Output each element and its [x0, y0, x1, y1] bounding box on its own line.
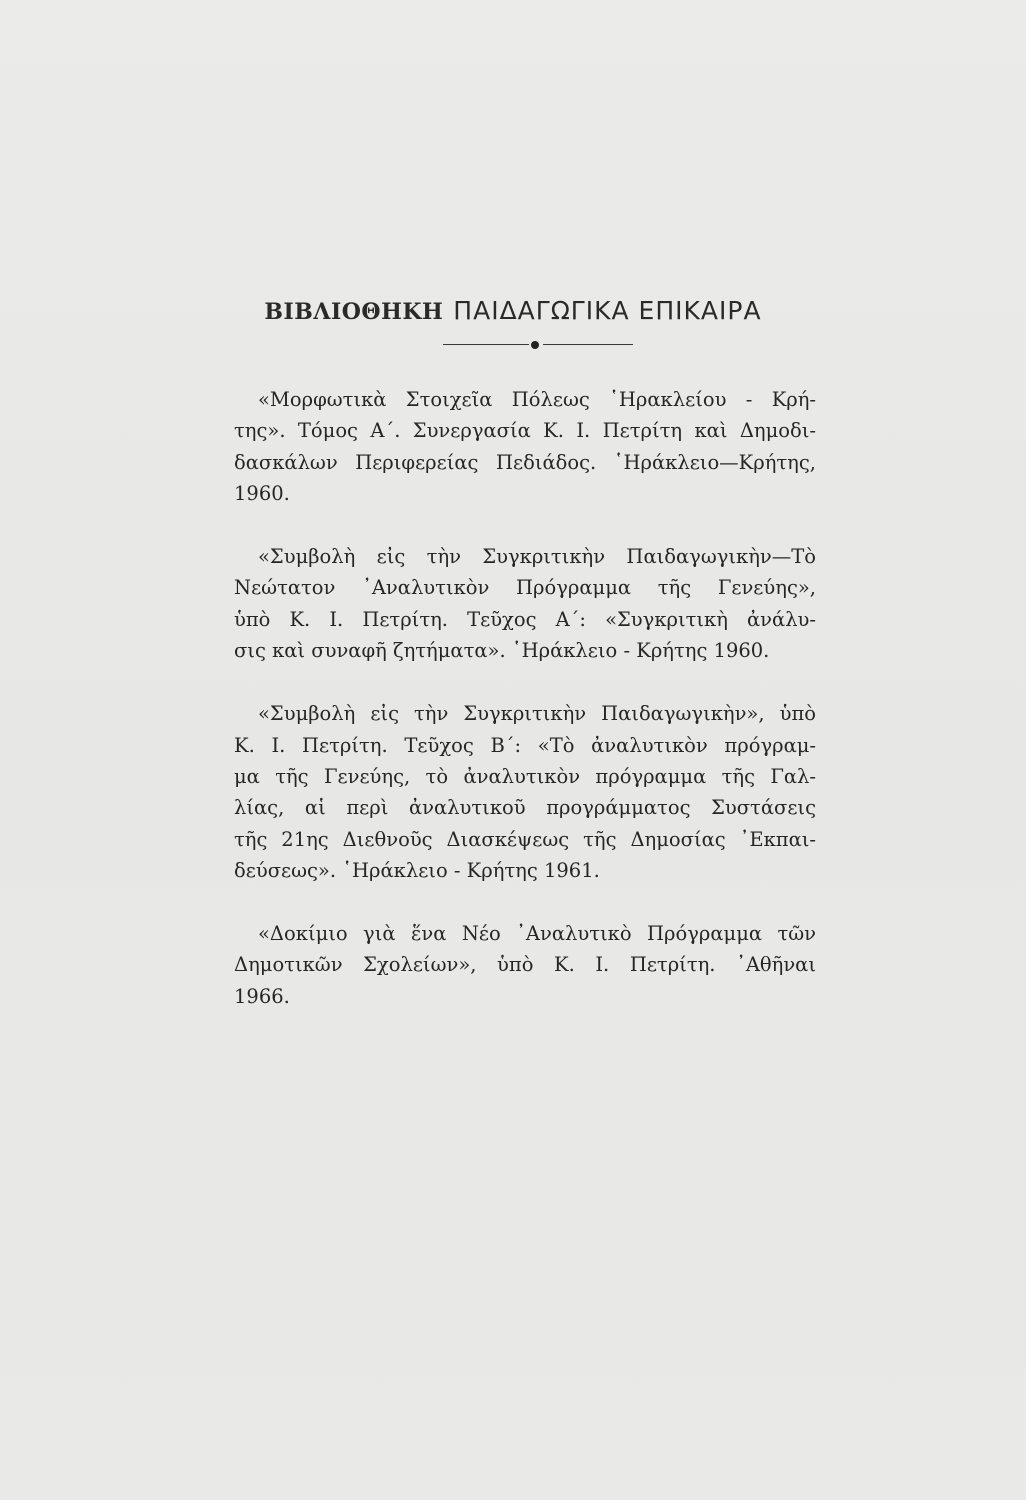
page-heading: [210, 296, 816, 325]
divider-dot: [531, 341, 539, 349]
divider-line-left: [443, 344, 529, 345]
bibliography-list: [210, 384, 816, 1044]
entry-line: δασκάλων Περιφερείας Πεδιάδος. ῾Ηράκλειο—Κρήτης,: [234, 450, 816, 474]
bibliography-entry: [210, 698, 816, 886]
entry-line: σις καὶ συναφῆ ζητήματα». ῾Ηράκλειο - Κρήτης 1960.: [234, 639, 770, 663]
entry-line: Νεώτατον ᾿Αναλυτικὸν Πρόγραμμα τῆς Γενεύης»,: [234, 576, 816, 600]
entry-line: ὑπὸ Κ. Ι. Πετρίτη. Τεῦχος Α΄: «Συγκριτικὴ ἀνάλυ-: [234, 607, 816, 631]
divider-line-right: [543, 344, 633, 345]
bibliography-entry: [210, 384, 816, 509]
entry-line: Κ. Ι. Πετρίτη. Τεῦχος Β΄: «Τὸ ἀναλυτικὸν πρόγραμ-: [234, 733, 816, 757]
entry-line: 1966.: [234, 984, 290, 1008]
divider-ornament: [443, 341, 633, 349]
entry-line: δεύσεως». ῾Ηράκλειο - Κρήτης 1961.: [234, 858, 600, 882]
entry-line: μα τῆς Γενεύης, τὸ ἀναλυτικὸν πρόγραμμα τῆς Γαλ-: [234, 764, 816, 788]
entry-line: «Συμβολὴ εἰς τὴν Συγκριτικὴν Παιδαγωγικὴν», ὑπὸ: [258, 702, 816, 726]
bibliography-entry: [210, 541, 816, 666]
entry-line: λίας, αἱ περὶ ἀναλυτικοῦ προγράμματος Συστάσεις: [234, 796, 816, 820]
entry-line: τῆς 21ης Διεθνοῦς Διασκέψεως τῆς Δημοσίας ᾿Εκπαι-: [234, 827, 816, 851]
heading-library: ΒΙΒΛΙΟΘΗΚΗ: [264, 299, 444, 325]
bibliography-entry: [210, 918, 816, 1012]
entry-line: «Δοκίμιο γιὰ ἕνα Νέο ᾿Αναλυτικὸ Πρόγραμμα τῶν: [258, 922, 816, 946]
entry-line: «Μορφωτικὰ Στοιχεῖα Πόλεως ῾Ηρακλείου - Κρή-: [258, 388, 816, 411]
heading-series: ΠΑΙΔΑΓΩΓΙΚΑ ΕΠΙΚΑΙΡΑ: [453, 296, 762, 325]
entry-line: Δημοτικῶν Σχολείων», ὑπὸ Κ. Ι. Πετρίτη. ᾿Αθῆναι: [234, 953, 816, 977]
entry-line: «Συμβολὴ εἰς τὴν Συγκριτικὴν Παιδαγωγικὴν—Τὸ: [258, 545, 816, 569]
entry-line: 1960.: [234, 481, 290, 505]
entry-line: της». Τόμος Α΄. Συνεργασία Κ. Ι. Πετρίτη καὶ Δημοδι-: [234, 419, 816, 443]
